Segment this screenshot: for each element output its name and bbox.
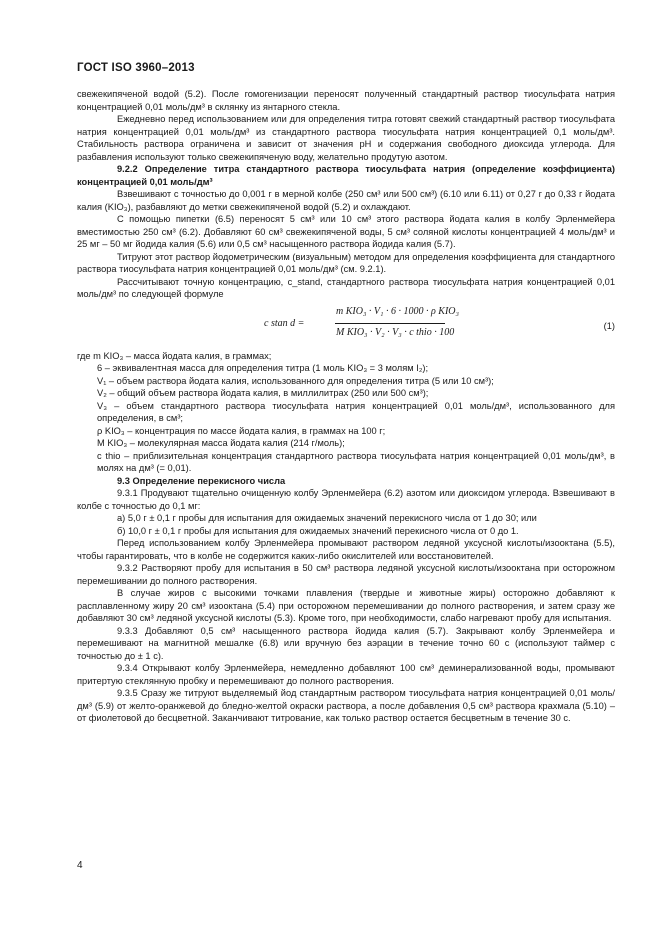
variable-definitions [77,350,615,475]
paragraph: 9.3.2 Растворяют пробу для испытания в 50 см³ раствора ледяной уксусной кислоты/изооктана при осторожном перемешивании до полного растворения. [77,563,615,586]
paragraph: Титруют этот раствор йодометрическим (визуальным) методом для определения коэффициента для стандартного раствора тиосульфата натрия концентрацией 0,01 моль/дм³ (см. 9.2.1). [77,251,615,274]
formula-numerator: m KIO₃ · V₁ · 6 · 1000 · ρ KIO₃ [336,305,460,317]
variable-definition: V₁ – объем раствора йодата калия, использованного для определения титра (5 или 10 см³); [97,375,494,386]
variable-definition: V₃ – объем стандартного раствора тиосульфата натрия концентрацией 0,01 моль/дм³, использованного для определения, в см³; [97,400,615,423]
paragraph: 9.3.3 Добавляют 0,5 см³ насыщенного раствора йодида калия (5.7). Закрывают колбу Эрленмейера и перемешивают на магнитной мешалке (6.8) или вручную без аэрации в течение точно 60 с (используют таймер с точностью до ± 1 с). [77,625,615,661]
formula-lhs: c stan d = [264,317,305,329]
paragraph: 9.3.4 Открывают колбу Эрленмейера, немедленно добавляют 100 см³ деминерализованной воды, промывают притертую стеклянную пробку и перемешивают до полного растворения. [77,663,615,686]
list-item: а) 5,0 г ± 0,1 г пробы для испытания для ожидаемых значений перекисного числа от 1 до 30; или [117,513,537,523]
paragraph: Взвешивают с точностью до 0,001 г в мерной колбе (250 см³ или 500 см³) (6.10 или 6.11) от 0,27 г до 0,33 г йодата калия (KIO₃), разбавляют до метки свежекипяченой водой (5.2) и охлаждают. [77,189,615,212]
paragraph: 9.3.5 Сразу же титруют выделяемый йод стандартным раствором тиосульфата натрия концентрацией 0,01 моль/дм³ (5.9) от желто-оранжевой до бледно-желтой окраски раствора, а после добавления 0,5 см³ раствора крахмала (5.10) – от фиолетовой до бесцветной. Заканчивают титрование, как только раствор остается бесцветным в течение 30 с. [77,688,615,723]
variable-definition: 6 – эквивалентная масса для определения титра (1 моль KIO₃ = 3 молям I₂); [97,363,429,373]
variable-definition: V₂ – общий объем раствора йодата калия, в миллилитрах (250 или 500 см³); [97,388,429,398]
paragraph: свежекипяченой водой (5.2). После гомогенизации переносят полученный стандартный раствор тиосульфата натрия концентрацией 0,01 моль/дм³ в склянку из янтарного стекла. [77,89,615,112]
formula-denominator: M KIO₃ · V₂ · V₃ · c thio · 100 [336,326,455,338]
document-header: ГОСТ ISO 3960–2013 [77,62,195,74]
document-body [77,88,615,725]
paragraph: 9.3.1 Продувают тщательно очищенную колбу Эрленмейера (6.2) азотом или диоксидом углерода. Взвешивают в колбе с точностью до 0,1 мг: [77,488,615,511]
paragraph: В случае жиров с высокими точками плавления (твердые и животные жиры) осторожно добавляют к расплавленному жиру 20 см³ изооктана (5.4) при осторожном перемешивании до полного растворения, и затем сразу же добавляют 30 см³ ледяной уксусной кислоты (5.3). Кроме того, при необходимости, слабо нагревают пробу для испытания. [77,588,615,623]
paragraph: Рассчитывают точную концентрацию, c_stand, стандартного раствора тиосульфата натрия концентрацией 0,01 моль/дм³ по следующей формуле [77,276,615,299]
paragraph: С помощью пипетки (6.5) переносят 5 см³ или 10 см³ этого раствора йодата калия в колбу Эрленмейера вместимостью 250 см³ (6.2). Добавляют 60 см³ свежекипяченой воды, 5 см³ соляной кислоты концентрацией 4 моль/дм³ и 25 мг – 50 мг йодида калия (5.6) или 0,5 см³ насыщенного раствора йодида калия (5.7). [77,214,615,249]
list-item: б) 10,0 г ± 0,1 г пробы для испытания для ожидаемых значений перекисного числа от 0 до 1. [117,525,519,536]
variable-definition: ρ KIO₃ – концентрация по массе йодата калия, в граммах на 100 г; [97,425,386,436]
fraction-bar [335,323,445,324]
paragraph: Перед использованием колбу Эрленмейера промывают раствором ледяной уксусной кислоты/изооктана (5.5), чтобы гарантировать, что в колбе не содержится каких-либо окислителей или восстановителей. [77,538,615,561]
formula-block [77,302,615,350]
section-heading-9-2-2: 9.2.2 Определение титра стандартного раствора тиосульфата натрия (определение коэффициента) концентрацией 0,01 моль/дм³ [77,164,615,187]
where-intro: где m KIO₃ – масса йодата калия, в граммах; [77,350,272,361]
variable-definition: M KIO₃ – молекулярная масса йодата калия (214 г/моль); [97,438,345,448]
variable-definition: c thio – приблизительная концентрация стандартного раствора тиосульфата натрия концентрацией 0,01 моль/дм³, в молях на дм³ (= 0,01). [97,450,615,473]
section-heading-9-3: 9.3 Определение перекисного числа [117,475,286,486]
equation-number: (1) [603,320,615,331]
page-number: 4 [77,860,83,871]
paragraph: Ежедневно перед использованием или для определения титра готовят свежий стандартный раствор тиосульфата натрия концентрацией 0,01 моль/дм³ из стандартного раствора тиосульфата натрия концентрацией 0,1 моль/дм³. Стабильность раствора ограничена и зависит от значения pH и содержания свободного диоксида углерода. Для разбавления используют только свежекипяченую воду, желательно продутую азотом. [77,114,615,162]
